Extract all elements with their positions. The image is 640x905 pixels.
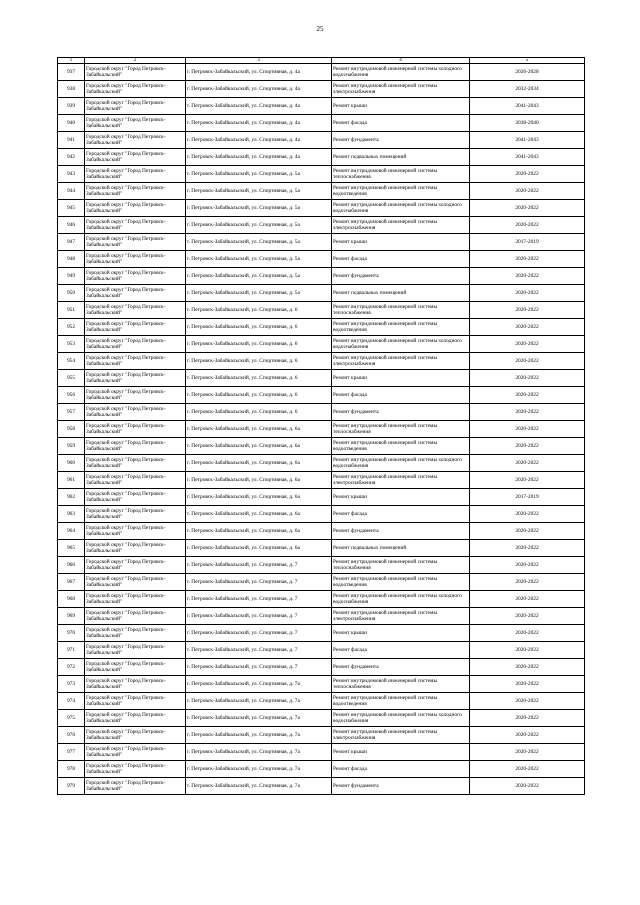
municipality-cell: Городской округ "Город Петровск-Забайкальский" (85, 523, 186, 540)
address-cell: г. Петровск-Забайкальский, ул. Спортивная, д. 6 (186, 336, 332, 353)
table-row (58, 710, 585, 727)
work-type-cell: Ремонт внутридомовой инженерной системы электроснабжения (332, 472, 470, 489)
row-number: 974 (58, 693, 85, 710)
work-type-cell: Ремонт внутридомовой инженерной системы теплоснабжения (332, 302, 470, 319)
address-cell: г. Петровск-Забайкальский, ул. Спортивная, д. 6а (186, 523, 332, 540)
municipality-cell: Городской округ "Город Петровск-Забайкальский" (85, 591, 186, 608)
municipality-cell: Городской округ "Город Петровск-Забайкальский" (85, 727, 186, 744)
work-type-cell: Ремонт внутридомовой инженерной системы холодного водоснабжения (332, 200, 470, 217)
work-type-cell: Ремонт внутридомовой инженерной системы электроснабжения (332, 727, 470, 744)
table-row (58, 421, 585, 438)
work-type-cell: Ремонт внутридомовой инженерной системы холодного водоснабжения (332, 336, 470, 353)
table-row (58, 523, 585, 540)
work-type-cell: Ремонт внутридомовой инженерной системы теплоснабжения (332, 421, 470, 438)
municipality-cell: Городской округ "Город Петровск-Забайкальский" (85, 676, 186, 693)
work-type-cell: Ремонт фундамента (332, 523, 470, 540)
municipality-cell: Городской округ "Город Петровск-Забайкальский" (85, 438, 186, 455)
municipality-cell: Городской округ "Город Петровск-Забайкальский" (85, 64, 186, 81)
row-number: 966 (58, 557, 85, 574)
address-cell: г. Петровск-Забайкальский, ул. Спортивная, д. 6 (186, 404, 332, 421)
address-cell: г. Петровск-Забайкальский, ул. Спортивная, д. 4а (186, 132, 332, 149)
table-row (58, 557, 585, 574)
address-cell: г. Петровск-Забайкальский, ул. Спортивная, д. 6а (186, 421, 332, 438)
work-type-cell: Ремонт внутридомовой инженерной системы электроснабжения (332, 608, 470, 625)
row-number: 976 (58, 727, 85, 744)
table-row (58, 744, 585, 761)
row-number: 950 (58, 285, 85, 302)
table-row (58, 506, 585, 523)
row-number: 949 (58, 268, 85, 285)
municipality-cell: Городской округ "Город Петровск-Забайкальский" (85, 557, 186, 574)
table-row (58, 302, 585, 319)
work-type-cell: Ремонт фундамента (332, 132, 470, 149)
municipality-cell: Городской округ "Город Петровск-Забайкальский" (85, 710, 186, 727)
work-type-cell: Ремонт внутридомовой инженерной системы водоотведения (332, 183, 470, 200)
row-number: 954 (58, 353, 85, 370)
municipality-cell: Городской округ "Город Петровск-Забайкальский" (85, 574, 186, 591)
municipality-cell: Городской округ "Город Петровск-Забайкальский" (85, 370, 186, 387)
work-type-cell: Ремонт крыши (332, 98, 470, 115)
table-row (58, 727, 585, 744)
period-cell: 2020-2022 (470, 438, 585, 455)
table-row (58, 591, 585, 608)
period-cell: 2020-2022 (470, 166, 585, 183)
row-number: 962 (58, 489, 85, 506)
period-cell: 2020-2022 (470, 676, 585, 693)
row-number: 938 (58, 81, 85, 98)
row-number: 973 (58, 676, 85, 693)
address-cell: г. Петровск-Забайкальский, ул. Спортивная, д. 6 (186, 370, 332, 387)
municipality-cell: Городской округ "Город Петровск-Забайкальский" (85, 217, 186, 234)
work-type-cell: Ремонт внутридомовой инженерной системы электроснабжения (332, 353, 470, 370)
table-row (58, 251, 585, 268)
municipality-cell: Городской округ "Город Петровск-Забайкальский" (85, 642, 186, 659)
period-cell: 2017-2019 (470, 489, 585, 506)
address-cell: г. Петровск-Забайкальский, ул. Спортивная, д. 6 (186, 302, 332, 319)
work-type-cell: Ремонт фасада (332, 642, 470, 659)
row-number: 953 (58, 336, 85, 353)
work-type-cell: Ремонт фундамента (332, 778, 470, 795)
address-cell: г. Петровск-Забайкальский, ул. Спортивная, д. 7 (186, 591, 332, 608)
row-number: 951 (58, 302, 85, 319)
row-number: 969 (58, 608, 85, 625)
period-cell: 2041-2043 (470, 98, 585, 115)
period-cell: 2020-2022 (470, 540, 585, 557)
period-cell: 2020-2022 (470, 659, 585, 676)
row-number: 956 (58, 387, 85, 404)
address-cell: г. Петровск-Забайкальский, ул. Спортивная, д. 7 (186, 557, 332, 574)
table-row (58, 761, 585, 778)
work-type-cell: Ремонт крыши (332, 370, 470, 387)
column-header: 1 (58, 58, 85, 64)
period-cell: 2020-2022 (470, 353, 585, 370)
table-row (58, 234, 585, 251)
period-cell: 2020-2022 (470, 744, 585, 761)
period-cell: 2020-2022 (470, 608, 585, 625)
municipality-cell: Городской округ "Город Петровск-Забайкальский" (85, 149, 186, 166)
work-type-cell: Ремонт внутридомовой инженерной системы водоотведения (332, 438, 470, 455)
address-cell: г. Петровск-Забайкальский, ул. Спортивная, д. 7 (186, 574, 332, 591)
row-number: 978 (58, 761, 85, 778)
table-row (58, 778, 585, 795)
address-cell: г. Петровск-Забайкальский, ул. Спортивная, д. 7а (186, 676, 332, 693)
municipality-cell: Городской округ "Город Петровск-Забайкальский" (85, 268, 186, 285)
row-number: 937 (58, 64, 85, 81)
address-cell: г. Петровск-Забайкальский, ул. Спортивная, д. 7а (186, 744, 332, 761)
table-row (58, 438, 585, 455)
table-row (58, 183, 585, 200)
municipality-cell: Городской округ "Город Петровск-Забайкальский" (85, 251, 186, 268)
table-row (58, 370, 585, 387)
municipality-cell: Городской округ "Город Петровск-Забайкальский" (85, 472, 186, 489)
work-type-cell: Ремонт внутридомовой инженерной системы теплоснабжения (332, 676, 470, 693)
work-type-cell: Ремонт внутридомовой инженерной системы теплоснабжения (332, 166, 470, 183)
period-cell: 2020-2022 (470, 404, 585, 421)
period-cell: 2020-2022 (470, 506, 585, 523)
municipality-cell: Городской округ "Город Петровск-Забайкальский" (85, 761, 186, 778)
table-row (58, 472, 585, 489)
row-number: 960 (58, 455, 85, 472)
address-cell: г. Петровск-Забайкальский, ул. Спортивная, д. 5а (186, 166, 332, 183)
municipality-cell: Городской округ "Город Петровск-Забайкальский" (85, 336, 186, 353)
work-type-cell: Ремонт подвальных помещений (332, 285, 470, 302)
row-number: 965 (58, 540, 85, 557)
table-body (58, 58, 585, 795)
municipality-cell: Городской округ "Город Петровск-Забайкальский" (85, 115, 186, 132)
table-row (58, 149, 585, 166)
address-cell: г. Петровск-Забайкальский, ул. Спортивная, д. 4а (186, 115, 332, 132)
work-type-cell: Ремонт внутридомовой инженерной системы теплоснабжения (332, 557, 470, 574)
period-cell: 2020-2022 (470, 455, 585, 472)
table-row (58, 455, 585, 472)
municipality-cell: Городской округ "Город Петровск-Забайкальский" (85, 625, 186, 642)
column-header: 4 (332, 58, 470, 64)
row-number: 944 (58, 183, 85, 200)
period-cell: 2020-2022 (470, 472, 585, 489)
table-row (58, 693, 585, 710)
work-type-cell: Ремонт подвальных помещений (332, 149, 470, 166)
municipality-cell: Городской округ "Город Петровск-Забайкальский" (85, 540, 186, 557)
municipality-cell: Городской округ "Город Петровск-Забайкальский" (85, 693, 186, 710)
table-row (58, 608, 585, 625)
municipality-cell: Городской округ "Город Петровск-Забайкальский" (85, 183, 186, 200)
work-type-cell: Ремонт внутридомовой инженерной системы холодного водоснабжения (332, 710, 470, 727)
table-row (58, 115, 585, 132)
row-number: 979 (58, 778, 85, 795)
row-number: 971 (58, 642, 85, 659)
work-type-cell: Ремонт фасада (332, 761, 470, 778)
municipality-cell: Городской округ "Город Петровск-Забайкальский" (85, 166, 186, 183)
work-type-cell: Ремонт крыши (332, 744, 470, 761)
period-cell: 2020-2022 (470, 336, 585, 353)
table-row (58, 132, 585, 149)
municipality-cell: Городской округ "Город Петровск-Забайкальский" (85, 404, 186, 421)
period-cell: 2020-2022 (470, 217, 585, 234)
municipality-cell: Городской округ "Город Петровск-Забайкальский" (85, 285, 186, 302)
address-cell: г. Петровск-Забайкальский, ул. Спортивная, д. 6а (186, 472, 332, 489)
row-number: 967 (58, 574, 85, 591)
period-cell: 2020-2022 (470, 370, 585, 387)
work-type-cell: Ремонт крыши (332, 625, 470, 642)
row-number: 964 (58, 523, 85, 540)
period-cell: 2020-2022 (470, 302, 585, 319)
row-number: 977 (58, 744, 85, 761)
period-cell: 2020-2022 (470, 761, 585, 778)
row-number: 959 (58, 438, 85, 455)
municipality-cell: Городской округ "Город Петровск-Забайкальский" (85, 778, 186, 795)
period-cell: 2020-2022 (470, 285, 585, 302)
repair-schedule-table (57, 57, 585, 795)
address-cell: г. Петровск-Забайкальский, ул. Спортивная, д. 7а (186, 710, 332, 727)
municipality-cell: Городской округ "Город Петровск-Забайкальский" (85, 455, 186, 472)
period-cell: 2020-2022 (470, 591, 585, 608)
row-number: 963 (58, 506, 85, 523)
period-cell: 2032-2034 (470, 81, 585, 98)
municipality-cell: Городской округ "Город Петровск-Забайкальский" (85, 98, 186, 115)
address-cell: г. Петровск-Забайкальский, ул. Спортивная, д. 7а (186, 761, 332, 778)
table-row (58, 489, 585, 506)
period-cell: 2026-2028 (470, 64, 585, 81)
period-cell: 2020-2022 (470, 727, 585, 744)
row-number: 952 (58, 319, 85, 336)
table-row (58, 353, 585, 370)
work-type-cell: Ремонт внутридомовой инженерной системы электроснабжения (332, 81, 470, 98)
address-cell: г. Петровск-Забайкальский, ул. Спортивная, д. 7 (186, 608, 332, 625)
municipality-cell: Городской округ "Город Петровск-Забайкальский" (85, 387, 186, 404)
table-row (58, 64, 585, 81)
period-cell: 2041-2043 (470, 132, 585, 149)
work-type-cell: Ремонт фасада (332, 506, 470, 523)
address-cell: г. Петровск-Забайкальский, ул. Спортивная, д. 5а (186, 217, 332, 234)
work-type-cell: Ремонт внутридомовой инженерной системы электроснабжения (332, 217, 470, 234)
municipality-cell: Городской округ "Город Петровск-Забайкальский" (85, 608, 186, 625)
work-type-cell: Ремонт фундамента (332, 268, 470, 285)
address-cell: г. Петровск-Забайкальский, ул. Спортивная, д. 6а (186, 540, 332, 557)
address-cell: г. Петровск-Забайкальский, ул. Спортивная, д. 6 (186, 319, 332, 336)
address-cell: г. Петровск-Забайкальский, ул. Спортивная, д. 4а (186, 81, 332, 98)
address-cell: г. Петровск-Забайкальский, ул. Спортивная, д. 4а (186, 149, 332, 166)
address-cell: г. Петровск-Забайкальский, ул. Спортивная, д. 7 (186, 642, 332, 659)
table-row (58, 676, 585, 693)
municipality-cell: Городской округ "Город Петровск-Забайкальский" (85, 132, 186, 149)
period-cell: 2020-2022 (470, 387, 585, 404)
work-type-cell: Ремонт подвальных помещений (332, 540, 470, 557)
municipality-cell: Городской округ "Город Петровск-Забайкальский" (85, 302, 186, 319)
row-number: 939 (58, 98, 85, 115)
address-cell: г. Петровск-Забайкальский, ул. Спортивная, д. 6а (186, 438, 332, 455)
period-cell: 2017-2019 (470, 234, 585, 251)
municipality-cell: Городской округ "Город Петровск-Забайкальский" (85, 506, 186, 523)
row-number: 955 (58, 370, 85, 387)
row-number: 945 (58, 200, 85, 217)
work-type-cell: Ремонт крыши (332, 234, 470, 251)
work-type-cell: Ремонт фасада (332, 387, 470, 404)
work-type-cell: Ремонт внутридомовой инженерной системы водоотведения (332, 574, 470, 591)
row-number: 970 (58, 625, 85, 642)
work-type-cell: Ремонт внутридомовой инженерной системы водоотведения (332, 693, 470, 710)
row-number: 942 (58, 149, 85, 166)
row-number: 958 (58, 421, 85, 438)
address-cell: г. Петровск-Забайкальский, ул. Спортивная, д. 4а (186, 64, 332, 81)
table-row (58, 319, 585, 336)
municipality-cell: Городской округ "Город Петровск-Забайкальский" (85, 421, 186, 438)
period-cell: 2038-2040 (470, 115, 585, 132)
period-cell: 2020-2022 (470, 625, 585, 642)
period-cell: 2020-2022 (470, 710, 585, 727)
address-cell: г. Петровск-Забайкальский, ул. Спортивная, д. 6 (186, 387, 332, 404)
row-number: 961 (58, 472, 85, 489)
address-cell: г. Петровск-Забайкальский, ул. Спортивная, д. 7а (186, 778, 332, 795)
municipality-cell: Городской округ "Город Петровск-Забайкальский" (85, 81, 186, 98)
period-cell: 2020-2022 (470, 693, 585, 710)
period-cell: 2020-2022 (470, 778, 585, 795)
column-header: 5 (470, 58, 585, 64)
municipality-cell: Городской округ "Город Петровск-Забайкальский" (85, 659, 186, 676)
municipality-cell: Городской округ "Город Петровск-Забайкальский" (85, 234, 186, 251)
work-type-cell: Ремонт фундамента (332, 659, 470, 676)
work-type-cell: Ремонт фасада (332, 115, 470, 132)
address-cell: г. Петровск-Забайкальский, ул. Спортивная, д. 7 (186, 625, 332, 642)
address-cell: г. Петровск-Забайкальский, ул. Спортивная, д. 5а (186, 234, 332, 251)
work-type-cell: Ремонт фасада (332, 251, 470, 268)
period-cell: 2020-2022 (470, 251, 585, 268)
address-cell: г. Петровск-Забайкальский, ул. Спортивная, д. 5а (186, 251, 332, 268)
row-number: 946 (58, 217, 85, 234)
row-number: 957 (58, 404, 85, 421)
address-cell: г. Петровск-Забайкальский, ул. Спортивная, д. 5а (186, 268, 332, 285)
row-number: 943 (58, 166, 85, 183)
page-number: 25 (316, 25, 324, 33)
table-row (58, 540, 585, 557)
address-cell: г. Петровск-Забайкальский, ул. Спортивная, д. 5а (186, 200, 332, 217)
column-header: 3 (186, 58, 332, 64)
table-row (58, 404, 585, 421)
period-cell: 2020-2022 (470, 319, 585, 336)
period-cell: 2020-2022 (470, 523, 585, 540)
address-cell: г. Петровск-Забайкальский, ул. Спортивная, д. 6а (186, 489, 332, 506)
address-cell: г. Петровск-Забайкальский, ул. Спортивная, д. 5а (186, 183, 332, 200)
table-row (58, 268, 585, 285)
address-cell: г. Петровск-Забайкальский, ул. Спортивная, д. 6а (186, 506, 332, 523)
table-row (58, 166, 585, 183)
table-row (58, 659, 585, 676)
row-number: 948 (58, 251, 85, 268)
period-cell: 2020-2022 (470, 200, 585, 217)
table-row (58, 336, 585, 353)
municipality-cell: Городской округ "Город Петровск-Забайкальский" (85, 744, 186, 761)
period-cell: 2020-2022 (470, 642, 585, 659)
table-row (58, 387, 585, 404)
row-number: 941 (58, 132, 85, 149)
period-cell: 2020-2022 (470, 183, 585, 200)
address-cell: г. Петровск-Забайкальский, ул. Спортивная, д. 7а (186, 727, 332, 744)
row-number: 972 (58, 659, 85, 676)
row-number: 968 (58, 591, 85, 608)
work-type-cell: Ремонт внутридомовой инженерной системы холодного водоснабжения (332, 64, 470, 81)
work-type-cell: Ремонт внутридомовой инженерной системы водоотведения (332, 319, 470, 336)
address-cell: г. Петровск-Забайкальский, ул. Спортивная, д. 5а (186, 285, 332, 302)
period-cell: 2020-2022 (470, 268, 585, 285)
row-number: 975 (58, 710, 85, 727)
table-row (58, 574, 585, 591)
table-row (58, 81, 585, 98)
municipality-cell: Городской округ "Город Петровск-Забайкальский" (85, 489, 186, 506)
work-type-cell: Ремонт крыши (332, 489, 470, 506)
period-cell: 2020-2022 (470, 574, 585, 591)
table-row (58, 217, 585, 234)
address-cell: г. Петровск-Забайкальский, ул. Спортивная, д. 6 (186, 353, 332, 370)
row-number: 940 (58, 115, 85, 132)
period-cell: 2020-2022 (470, 557, 585, 574)
period-cell: 2020-2022 (470, 421, 585, 438)
table-row (58, 642, 585, 659)
address-cell: г. Петровск-Забайкальский, ул. Спортивная, д. 7 (186, 659, 332, 676)
work-type-cell: Ремонт внутридомовой инженерной системы холодного водоснабжения (332, 591, 470, 608)
table-row (58, 98, 585, 115)
municipality-cell: Городской округ "Город Петровск-Забайкальский" (85, 319, 186, 336)
table-row (58, 625, 585, 642)
table-row (58, 200, 585, 217)
column-header: 2 (85, 58, 186, 64)
period-cell: 2041-2043 (470, 149, 585, 166)
municipality-cell: Городской округ "Город Петровск-Забайкальский" (85, 353, 186, 370)
municipality-cell: Городской округ "Город Петровск-Забайкальский" (85, 200, 186, 217)
table-row (58, 285, 585, 302)
work-type-cell: Ремонт внутридомовой инженерной системы холодного водоснабжения (332, 455, 470, 472)
address-cell: г. Петровск-Забайкальский, ул. Спортивная, д. 6а (186, 455, 332, 472)
row-number: 947 (58, 234, 85, 251)
address-cell: г. Петровск-Забайкальский, ул. Спортивная, д. 4а (186, 98, 332, 115)
work-type-cell: Ремонт фундамента (332, 404, 470, 421)
address-cell: г. Петровск-Забайкальский, ул. Спортивная, д. 7а (186, 693, 332, 710)
